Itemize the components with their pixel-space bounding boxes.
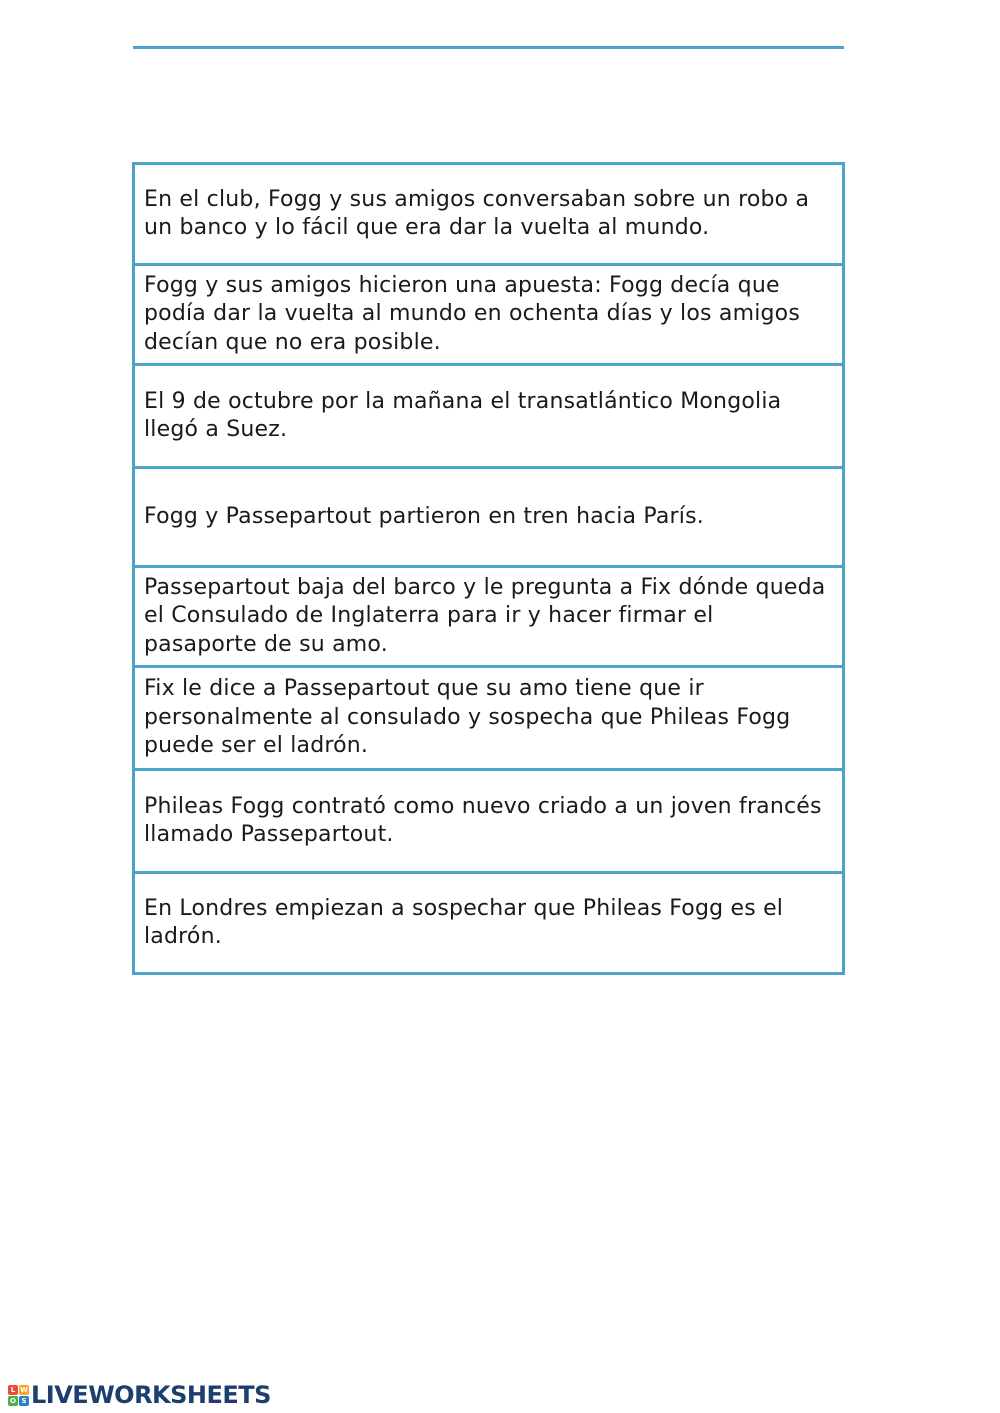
sentence-text: En Londres empiezan a sospechar que Phileas Fogg es el ladrón. [144,895,784,949]
logo-block: O [8,1396,18,1406]
logo-block: L [8,1385,18,1395]
sentence-card[interactable] [132,565,845,668]
sentence-text: Fix le dice a Passepartout que su amo tiene que ir personalmente al consulado y sospecha que Phileas Fogg puede ser el ladrón. [144,676,791,759]
sentence-card[interactable] [132,363,845,469]
brand-name: LIVEWORKSHEETS [31,1381,271,1409]
sentence-text: El 9 de octubre por la mañana el transatlántico Mongolia llegó a Suez. [144,388,782,442]
sentence-card[interactable] [132,263,845,366]
sentence-cards [132,162,845,975]
logo-block: S [19,1396,29,1406]
logo-blocks-icon [8,1385,29,1406]
sentence-card[interactable] [132,768,845,874]
logo-block: W [20,1385,28,1394]
sentence-card[interactable] [132,665,845,771]
sentence-card[interactable] [132,466,845,568]
top-divider [133,46,844,49]
sentence-text: Passepartout baja del barco y le pregunta a Fix dónde queda el Consulado de Inglaterra para ir y hacer firmar el pasaporte de su amo. [144,574,826,657]
sentence-text: Fogg y Passepartout partieron en tren hacia París. [144,503,704,529]
sentence-text: En el club, Fogg y sus amigos conversaban sobre un robo a un banco y lo fácil que era dar la vuelta al mundo. [144,186,810,240]
liveworksheets-logo [8,1379,271,1411]
sentence-card[interactable] [132,162,845,266]
sentence-text: Phileas Fogg contrató como nuevo criado a un joven francés llamado Passepartout. [144,793,822,847]
sentence-card[interactable] [132,871,845,975]
sentence-text: Fogg y sus amigos hicieron una apuesta: Fogg decía que podía dar la vuelta al mundo en ochenta días y los amigos decían que no era posible. [144,272,800,355]
